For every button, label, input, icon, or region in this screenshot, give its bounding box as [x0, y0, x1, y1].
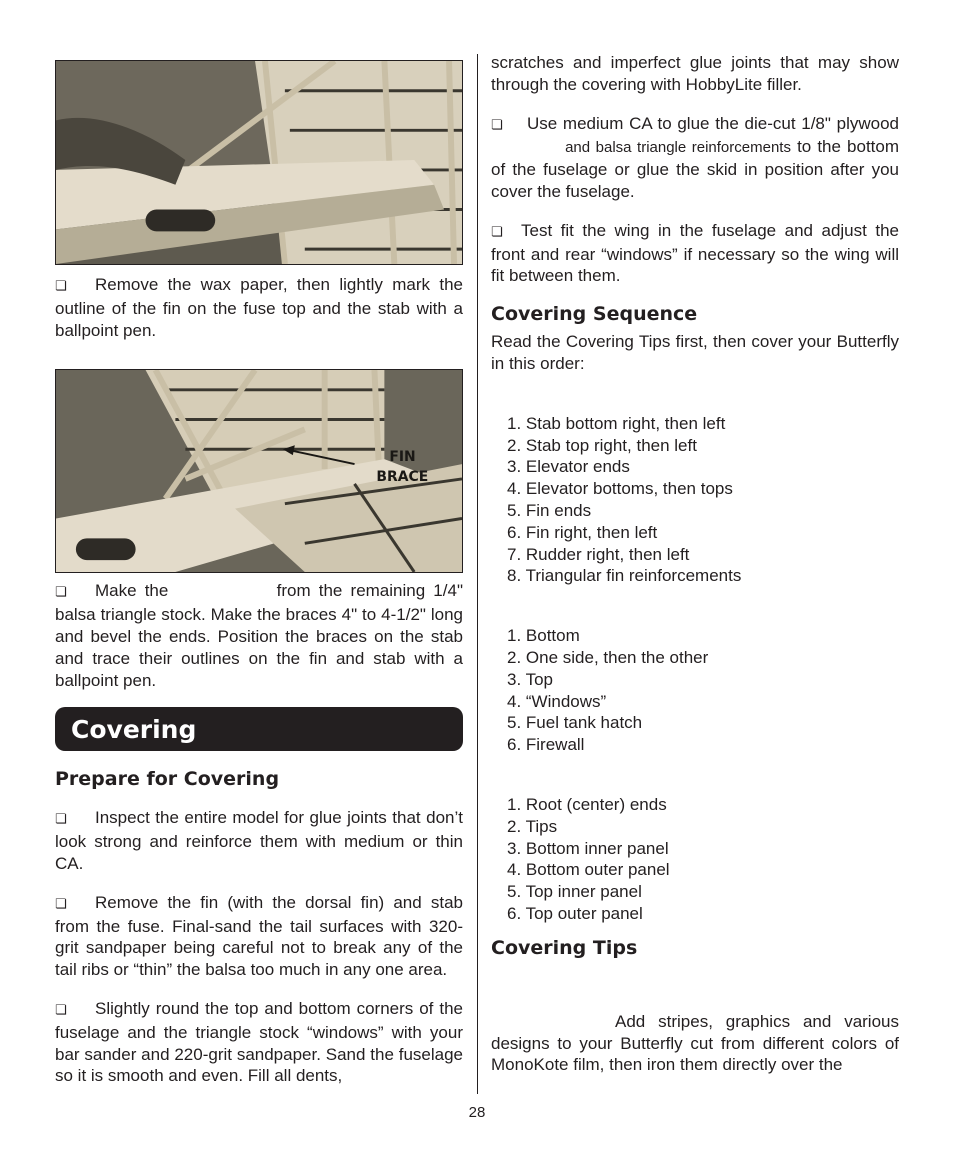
checkbox-icon[interactable]: ❏	[55, 585, 67, 601]
step-glue-reinforcements	[491, 113, 899, 203]
list-item: 6. Top outer panel	[507, 903, 643, 923]
heading-prepare-for-covering: Prepare for Covering	[55, 768, 280, 791]
list-tail-sequence	[491, 413, 899, 587]
list-item: 7. Rudder right, then left	[507, 544, 690, 564]
step-remove-fin-text: Remove the fin (with the dorsal fin) and stab from the fuse. Final-sand the tail surfaces with 320-grit sandpaper being careful not to break any of the tail ribs or “thin” the balsa too much in any one area.	[55, 892, 463, 980]
step-glue-text-a: Use medium CA to glue the die-cut 1/8" plywood	[527, 113, 899, 133]
list-item: 1. Bottom	[507, 626, 580, 646]
step-remove-fin-sand	[55, 892, 463, 981]
step-make-rest: from the remaining 1/4" balsa triangle stock. Make the braces 4" to 4-1/2" long and bevel the ends. Position the braces on the stab and trace their outlines on the fin and stab with a ballpoint pen.	[55, 581, 463, 690]
photo-fin-brace-image	[56, 370, 462, 572]
list-item: 2. Stab top right, then left	[507, 435, 697, 455]
step-round-corners	[55, 998, 463, 1087]
left-column	[55, 60, 463, 1087]
list-item: 5. Fuel tank hatch	[507, 713, 643, 733]
list-item: 1. Stab bottom right, then left	[507, 413, 726, 433]
section-title: Covering	[71, 714, 197, 744]
checkbox-icon[interactable]: ❏	[55, 812, 67, 828]
list-item: 3. Elevator ends	[507, 457, 630, 477]
step-test-fit-wing	[491, 220, 899, 287]
step-make-prefix: Make the	[95, 581, 169, 601]
step-test-fit-text: Test fit the wing in the fuselage and adjust the front and rear “windows” if necessary so the wing will fit between them.	[491, 220, 899, 286]
checkbox-icon[interactable]: ❏	[55, 279, 67, 294]
list-item: 1. Root (center) ends	[507, 794, 667, 814]
list-item: 8. Triangular fin reinforcements	[507, 566, 742, 586]
checkbox-icon[interactable]: ❏	[491, 224, 503, 240]
list-item: 2. One side, then the other	[507, 647, 709, 667]
list-item: 6. Firewall	[507, 735, 585, 755]
column-divider	[477, 54, 478, 1094]
list-item: 4. “Windows”	[507, 691, 607, 711]
list-item: 4. Bottom outer panel	[507, 860, 670, 880]
checkbox-icon[interactable]: ❏	[55, 896, 67, 912]
checkbox-icon[interactable]: ❏	[491, 117, 503, 133]
photo-fin-brace	[55, 369, 463, 573]
list-item: 6. Fin right, then left	[507, 522, 658, 542]
step-make-fin-braces	[55, 580, 463, 691]
tips-paragraph	[491, 1011, 899, 1076]
right-column	[491, 52, 899, 1076]
step-remove-wax-paper	[55, 274, 463, 341]
page-number: 28	[468, 1104, 486, 1121]
tips-text-a: Add stripes, graphics and various	[615, 1011, 899, 1031]
step-glue-text-c: to the bottom of the fuselage or glue the skid in position after you cover the fuselage.	[491, 137, 900, 201]
checkbox-icon[interactable]: ❏	[55, 1002, 67, 1018]
fin-brace-label-line1: FIN	[389, 449, 416, 466]
list-item: 5. Fin ends	[507, 500, 592, 520]
section-banner-covering	[55, 707, 463, 751]
photo-fin-outline-image	[56, 61, 462, 264]
continued-filler-text: scratches and imperfect glue joints that may show through the covering with HobbyLite filler.	[491, 53, 899, 94]
list-wing-sequence	[491, 794, 899, 925]
list-item: 2. Tips	[507, 816, 558, 836]
heading-covering-tips: Covering Tips	[491, 936, 638, 959]
list-item: 4. Elevator bottoms, then tops	[507, 479, 733, 499]
list-item: 3. Bottom inner panel	[507, 838, 669, 858]
list-fuselage-sequence	[491, 625, 899, 756]
step-inspect-text: Inspect the entire model for glue joints that don’t look strong and reinforce them with medium or thin CA.	[55, 808, 463, 873]
heading-covering-sequence: Covering Sequence	[491, 303, 698, 326]
photo-fin-outline	[55, 60, 463, 265]
step-remove-wax-paper-text: Remove the wax paper, then lightly mark the outline of the fin on the fuse top and the stab with a ballpoint pen.	[55, 275, 463, 340]
tips-text-b: designs to your Butterfly cut from different colors of MonoKote film, then iron them directly over the	[491, 1033, 899, 1075]
step-inspect-glue-joints	[55, 807, 463, 874]
fin-brace-label-line2: BRACE	[376, 469, 429, 486]
step-glue-text-b: and balsa triangle reinforcements	[565, 139, 791, 157]
list-item: 5. Top inner panel	[507, 882, 642, 902]
sequence-intro: Read the Covering Tips first, then cover your Butterfly in this order:	[491, 332, 899, 373]
step-round-corners-text: Slightly round the top and bottom corners of the fuselage and the triangle stock “windows” with your bar sander and 220-grit sandpaper. Sand the fuselage so it is smooth and even. Fill all dents,	[55, 998, 463, 1086]
list-item: 3. Top	[507, 669, 554, 689]
